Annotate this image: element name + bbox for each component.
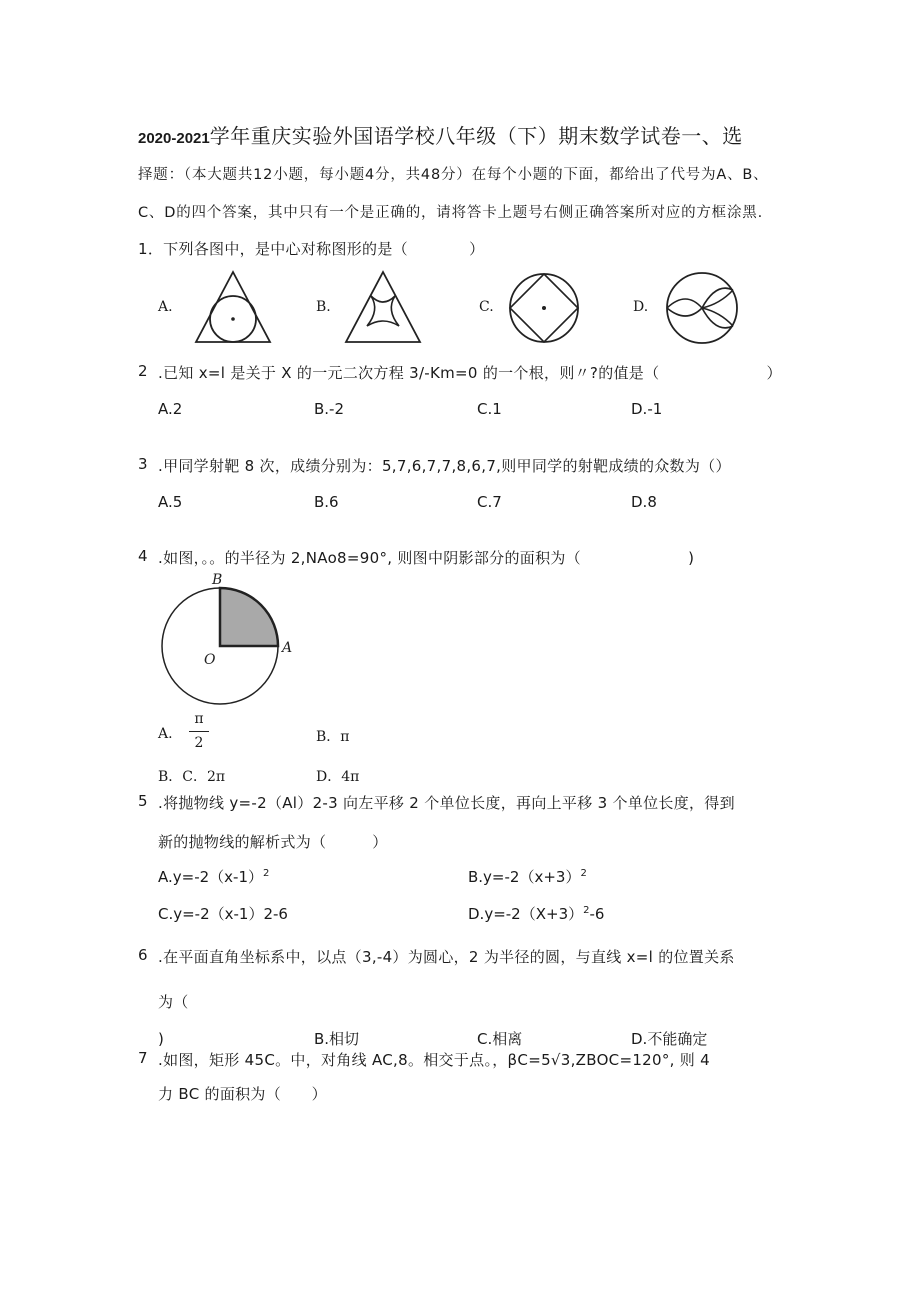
q4-label-b: B	[212, 572, 223, 588]
q3-option-a: A.5	[158, 493, 183, 511]
q5-option-d-tail: -6	[589, 905, 605, 923]
q4-label-a: A	[282, 640, 293, 656]
q6-text: .在平面直角坐标系中，以点（3,-4）为圆心，2 为半径的圆，与直线 x=l 的位置关系	[158, 948, 735, 966]
q1-option-c-label: C.	[479, 299, 494, 315]
q1-option-a-label: A.	[158, 299, 173, 315]
q1-figure-d	[660, 268, 750, 348]
q6-number: 6	[138, 946, 148, 964]
q6-text-line-2: 为（	[158, 993, 189, 1011]
q2-text: .已知 x=l 是关于 X 的一元二次方程 3/-Km=0 的一个根，则〃?的值是（ ）	[158, 364, 782, 382]
q4-text: .如图，。。的半径为 2,NAo8=90°, 则图中阴影部分的面积为（ )	[158, 549, 695, 567]
q5-option-a	[158, 866, 269, 887]
page-title	[138, 120, 743, 149]
q2-option-c: C.1	[477, 400, 502, 418]
q5-option-b-sup: 2	[580, 868, 587, 879]
intro-line-1: 择题：（本大题共12小题，每小题4分，共48分）在每个小题的下面，都给出了代号为A、B、	[138, 167, 769, 183]
q5-option-d	[468, 903, 604, 924]
q5-number: 5	[138, 792, 148, 810]
q6-text-line-3: )	[158, 1030, 165, 1048]
q1-figure-c	[500, 268, 590, 348]
q4-option-d: D．4π	[316, 769, 360, 785]
q1-option-b-label: B.	[316, 299, 331, 315]
q4-number: 4	[138, 547, 148, 565]
q3-text: .甲同学射靶 8 次，成绩分别为：5,7,6,7,7,8,6,7,则甲同学的射靶成绩的众数为（）	[158, 457, 731, 475]
intro-line-2: C、D的四个答案，其中只有一个是正确的，请将答卡上题号右侧正确答案所对应的方框涂黑.	[138, 205, 763, 221]
title-text: 学年重庆实验外国语学校八年级（下）期末数学试卷一、选	[209, 124, 743, 148]
q1-figure-b	[338, 268, 438, 348]
q1-option-d-label: D.	[633, 299, 649, 315]
q4-option-c: B．C．2π	[158, 769, 226, 785]
q5-option-d-body: D.y=-2（X+3）	[468, 905, 584, 923]
title-year: 2020-2021	[138, 130, 210, 147]
q4-option-a-label: A.	[158, 726, 173, 742]
q4-option-b: B．π	[316, 729, 350, 745]
q5-text-line-2: 新的抛物线的解析式为（ ）	[158, 833, 388, 851]
q1-text: 1．下列各图中，是中心对称图形的是（ ）	[138, 240, 485, 258]
q2-option-a: A.2	[158, 400, 183, 418]
q2-number: 2	[138, 362, 148, 380]
q1-figure-a	[188, 268, 288, 348]
q4-option-a-fraction-bar	[189, 731, 209, 732]
q7-number: 7	[138, 1049, 148, 1067]
q4-option-a-numerator: π	[194, 711, 204, 727]
q2-option-d: D.-1	[631, 400, 663, 418]
q5-option-a-body: A.y=-2（x-1）	[158, 868, 264, 886]
q5-option-b	[468, 866, 587, 887]
q3-option-d: D.8	[631, 493, 657, 511]
q3-number: 3	[138, 455, 148, 473]
q6-option-b: B.相切	[314, 1030, 360, 1048]
q5-option-c: C.y=-2（x-1）2-6	[158, 905, 288, 923]
q3-option-c: C.7	[477, 493, 502, 511]
q4-option-a-denominator: 2	[194, 735, 204, 751]
q7-text: .如图，矩形 45C。中，对角线 AC,8。相交于点。，βC=5√3,ZBOC=120°, 则 4	[158, 1051, 711, 1069]
q6-option-c: C.相离	[477, 1030, 523, 1048]
q5-option-b-body: B.y=-2（x+3）	[468, 868, 581, 886]
q5-option-d-sup: 2	[583, 905, 590, 916]
q2-option-b: B.-2	[314, 400, 345, 418]
q6-option-d: D.不能确定	[631, 1030, 708, 1048]
q7-text-line-2: 力 BC 的面积为（ ）	[158, 1085, 327, 1103]
q5-text: .将抛物线 y=-2（Al）2-3 向左平移 2 个单位长度，再向上平移 3 个单位长度，得到	[158, 794, 735, 812]
q4-label-o: O	[204, 652, 216, 668]
q5-option-a-sup: 2	[263, 868, 270, 879]
q3-option-b: B.6	[314, 493, 339, 511]
q4-figure-circle	[150, 568, 310, 738]
